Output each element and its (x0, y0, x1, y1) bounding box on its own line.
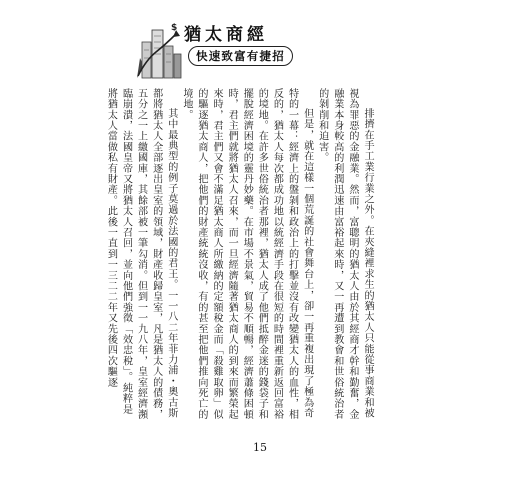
book-subtitle: 快速致富有捷招 (188, 46, 293, 66)
header-logo (136, 20, 296, 80)
svg-text:$: $ (171, 23, 178, 33)
paragraph: 但是，就在這樣一個荒誕的社會舞台上，卻一再重複出現了極為奇特的一幕：經濟上的盤剝和政治上的打擊並沒有改變猶太人的血性，相反的，猶太人每次都成功地以統經濟手段在很短的時間裡重新返回富裕的境地。在許多世俗統治者那裡，猶太人成了他們抵醉金迷的錢袋子和擺脫經濟困境的靈丹妙藥。在市場不景氣，貿易不順暢，經濟蕭條困頓時，君主們就將猶太人召來，而一旦經濟隨著猶太商人的到來而繁榮起來時，君主們又會不滿足猶太商人所繳納的定額稅金而「殺雞取卵」似的驅逐猶太商人，把他們的財產統統沒收，有的甚至把他們推向死亡的境地。 (180, 88, 313, 420)
paragraph: 其中最典型的例子莫過於法國的君王。一一八二年菲力浦・奧古斯都將猶太人全部逐出皇室的領域，財產收歸皇室，凡是猶太人的債務，五分之一上繳國庫，其餘部被一筆勾消。但到一一九八年，皇室經濟瀕臨崩潰，法國皇帝又將猶太人召回，並向他們強徵「效忠稅」。純粹是將猶太人當做私有財產。此後一直到一三二二年又先後四次驅逐 (105, 88, 177, 420)
skyscrapers-dollar-icon (136, 20, 184, 80)
page-number: 15 (253, 441, 267, 454)
book-title: 猶太商經 (184, 25, 268, 45)
body-text (105, 88, 375, 424)
paragraph: 排擠在手工業行業之外。在夾縫裡求生的猶太人只能從事商業和被視為罪惡的金融業。然而，富聰明的猶太人由於其經商才幹和勤奮，金融業本身較高的利潤迅速由富裕起來時，又一再遭到教會和世俗統治者的剝削和迫害。 (316, 88, 373, 420)
